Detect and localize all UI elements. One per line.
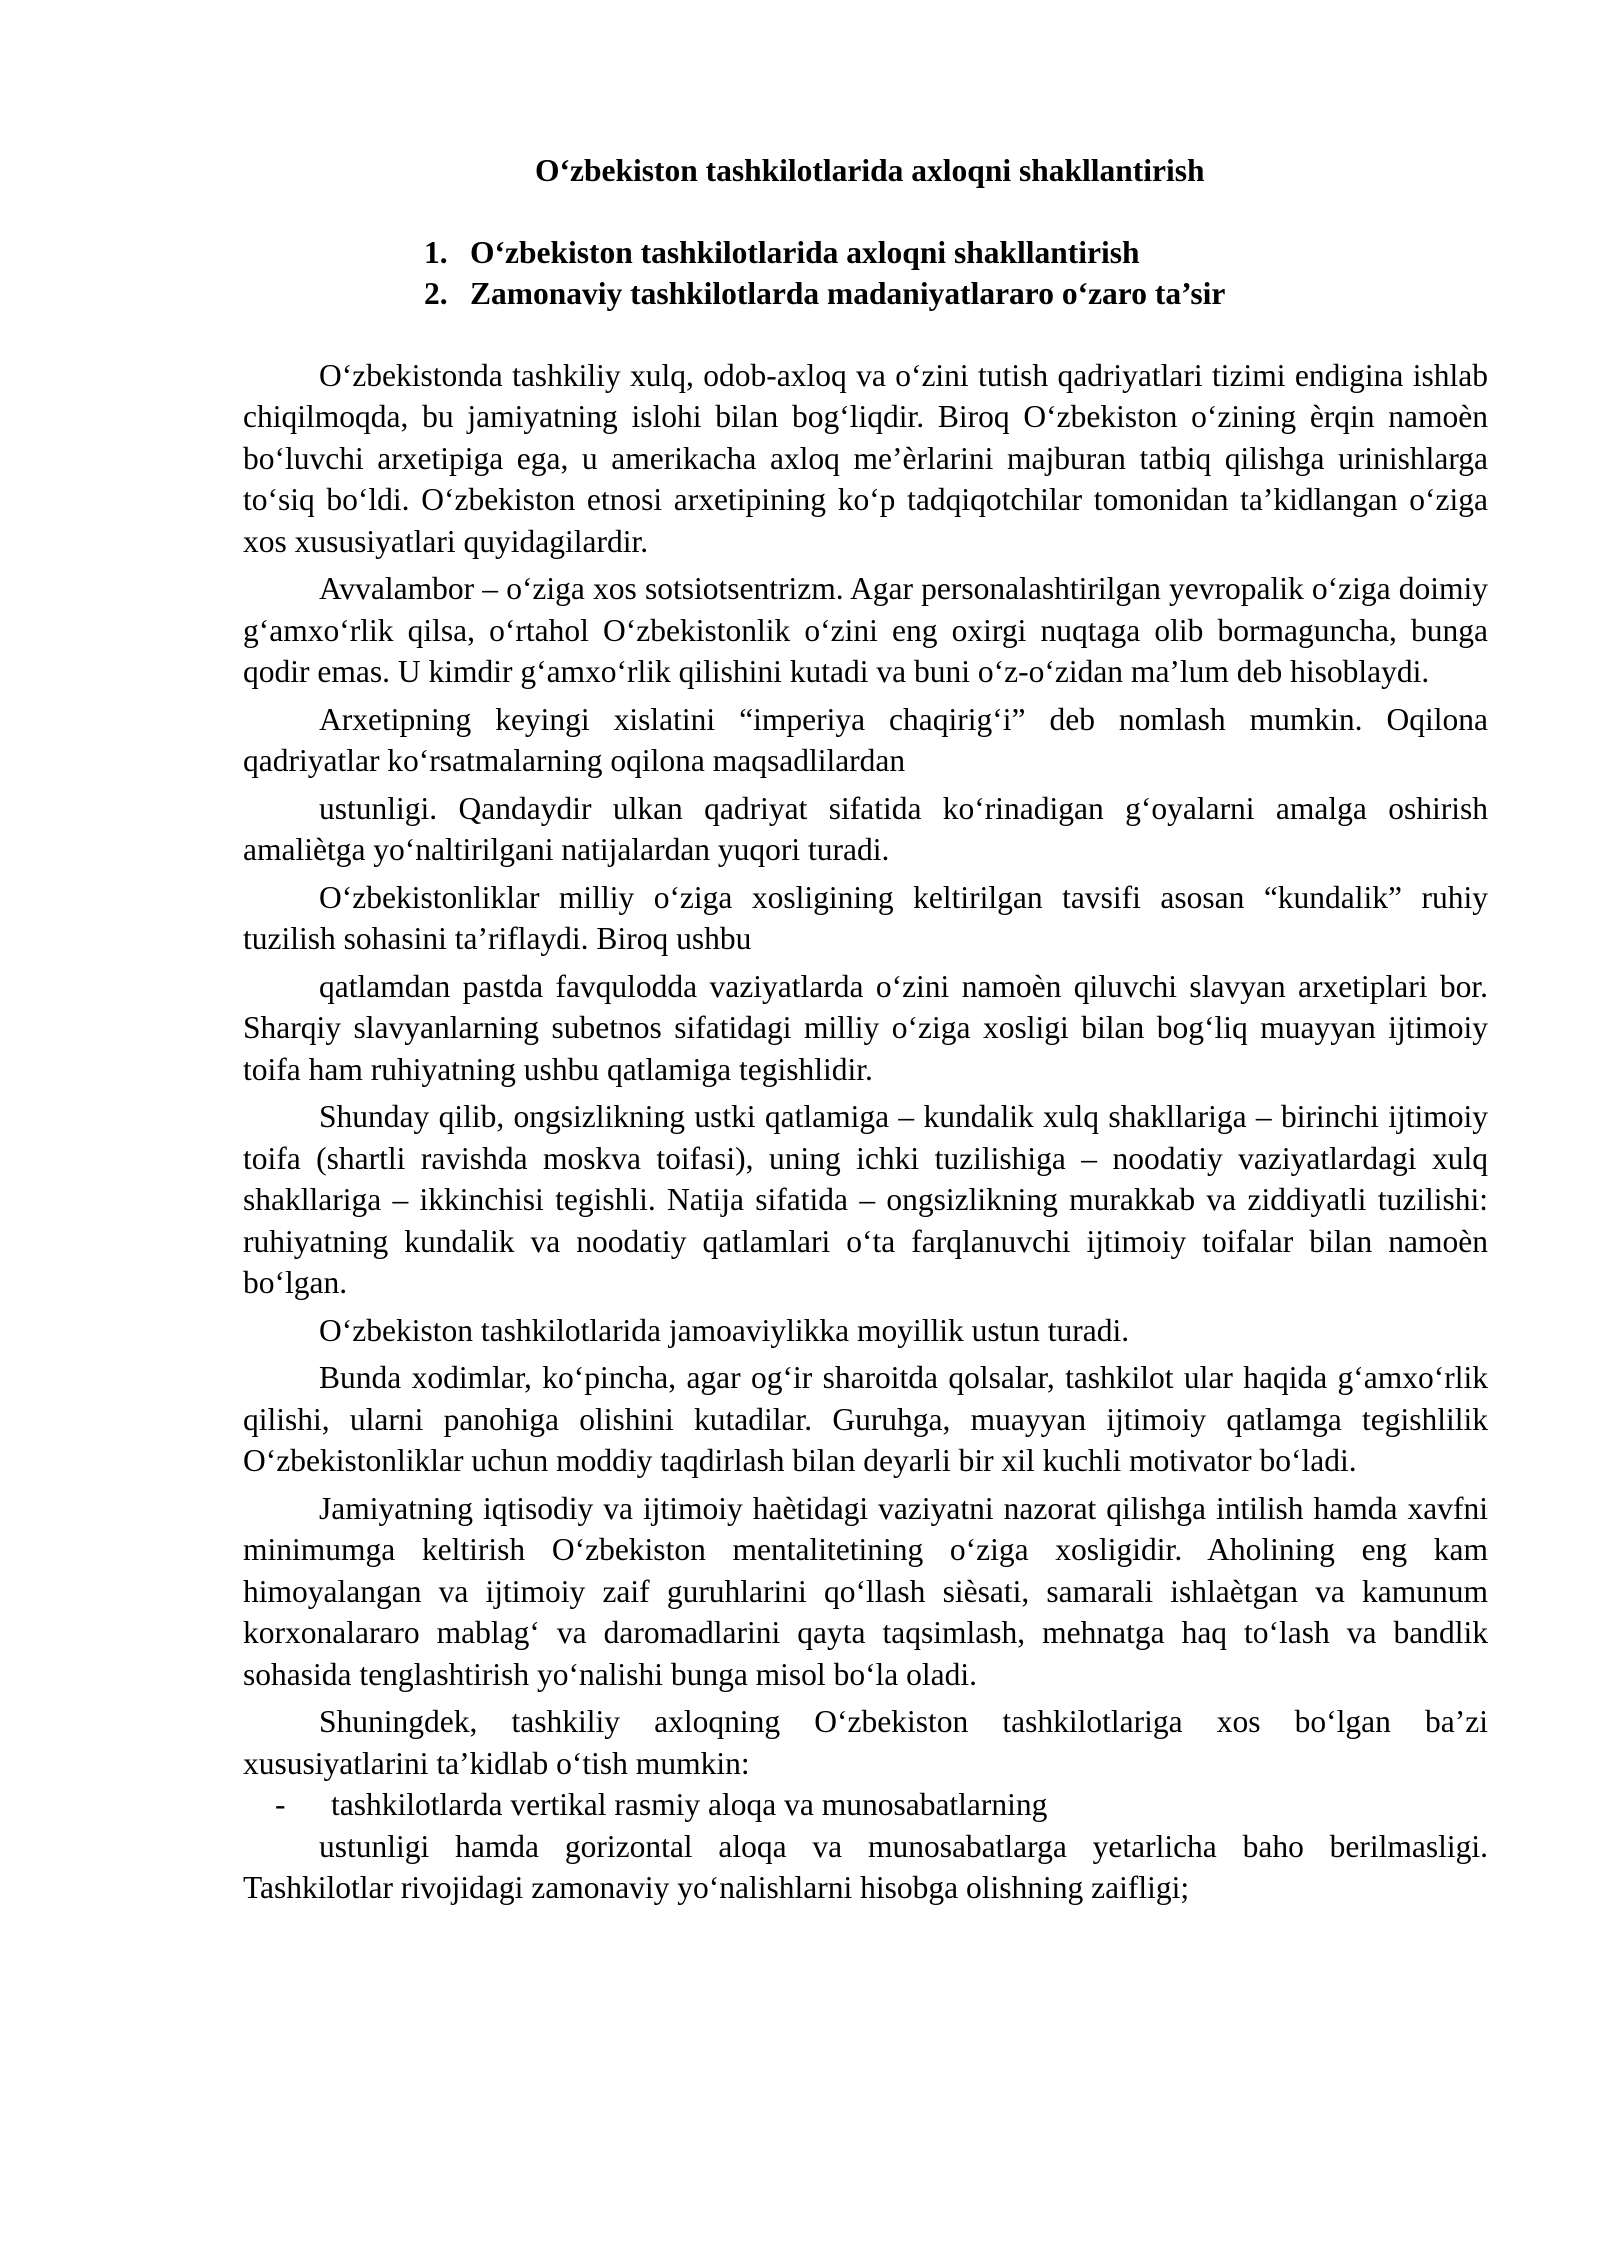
outline-number: 2.: [424, 276, 448, 311]
topic-outline: [243, 232, 1488, 315]
outline-text: Zamonaviy tashkilotlarda madaniyatlararo o‘zaro ta’sir: [470, 276, 1226, 311]
paragraph: O‘zbekistonliklar milliy o‘ziga xosligining keltirilgan tavsifi asosan “kundalik” ruhiy tuzilish sohasini ta’riflaydi. Biroq ushbu: [243, 879, 1488, 956]
paragraph: Shunday qilib, ongsizlikning ustki qatlamiga – kundalik xulq shakllariga – birinchi ijtimoiy toifa (shartli ravishda moskva toifasi), uning ichki tuzilishiga – noodatiy vaziyatlardagi xulq shakllariga – ikkinchisi tegishli. Natija sifatida – ongsizlikning murakkab va ziddiyatli tuzilishi: ruhiyatning kundalik va noodatiy qatlamlari o‘ta farqlanuvchi ijtimoiy toifalar bilan namoèn bo‘lgan.: [243, 1099, 1488, 1300]
bullet-marker: -: [275, 1787, 286, 1822]
paragraph: ustunligi. Qandaydir ulkan qadriyat sifatida ko‘rinadigan g‘oyalarni amalga oshirish amaliètga yo‘naltirilgani natijalardan yuqori turadi.: [243, 790, 1488, 867]
paragraph: O‘zbekiston tashkilotlarida jamoaviylikka moyillik ustun turadi.: [319, 1312, 1130, 1348]
bullet-text: tashkilotlarda vertikal rasmiy aloqa va munosabatlarning: [331, 1787, 1048, 1822]
outline-number: 1.: [424, 234, 448, 270]
paragraph: Avvalambor – o‘ziga xos sotsiotsentrizm. Agar personalashtirilgan yevropalik o‘ziga doimiy g‘amxo‘rlik qilsa, o‘rtahol O‘zbekistonlik o‘zini eng oxirgi nuqtaga olib bormaguncha, bunga qodir emas. U kimdir g‘amxo‘rlik qilishini kutadi va buni o‘z-o‘zidan ma’lum deb hisoblaydi.: [243, 571, 1488, 689]
paragraph: Arxetipning keyingi xislatini “imperiya chaqirig‘i” deb nomlash mumkin. Oqilona qadriyatlar ko‘rsatmalarning oqilona maqsadlilardan: [243, 701, 1488, 778]
paragraph: Shuningdek, tashkiliy axloqning O‘zbekiston tashkilotlariga xos bo‘lgan ba’zi xususiyatlarini ta’kidlab o‘tish mumkin:: [243, 1704, 1488, 1781]
closing-paragraph: ustunligi hamda gorizontal aloqa va munosabatlarga yetarlicha baho berilmasligi. Tashkilotlar rivojidagi zamonaviy yo‘nalishlarni hisobga olishning zaifligi;: [243, 1828, 1488, 1905]
document-title: O‘zbekiston tashkilotlarida axloqni shakllantirish: [535, 153, 1205, 188]
paragraph: Jamiyatning iqtisodiy va ijtimoiy haètidagi vaziyatni nazorat qilishga intilish hamda xavfni minimumga keltirish O‘zbekiston mentalitetining o‘ziga xosligidir. Aholining eng kam himoyalangan va ijtimoiy zaif guruhlarini qo‘llash sièsati, samarali ishlaètgan va kamunum korxonalararo mablag‘ va daromadlarini qayta taqsimlash, mehnatga haq to‘lash va bandlik sohasida tenglashtirish yo‘nalishi bunga misol bo‘la oladi.: [243, 1490, 1488, 1692]
outline-item: [424, 273, 1488, 315]
paragraph: O‘zbekistonda tashkiliy xulq, odob-axloq va o‘zini tutish qadriyatlari tizimi endigina ishlab chiqilmoqda, bu jamiyatning islohi bilan bog‘liqdir. Biroq O‘zbekiston o‘zining èrqin namoèn bo‘luvchi arxetipiga ega, u amerikacha axloq me’èrlarini majburan tatbiq qilishga urinishlarga to‘siq bo‘ldi. O‘zbekiston etnosi arxetipining ko‘p tadqiqotchilar tomonidan ta’kidlangan o‘ziga xos xususiyatlari quyidagilardir.: [243, 357, 1488, 559]
outline-item: [424, 232, 1488, 274]
paragraph: Bunda xodimlar, ko‘pincha, agar og‘ir sharoitda qolsalar, tashkilot ular haqida g‘amxo‘rlik qilishi, ularni panohiga olishini kutadilar. Guruhga, muayyan ijtimoiy qatlamga tegishlilik O‘zbekistonliklar uchun moddiy taqdirlash bilan deyarli bir xil kuchli motivator bo‘ladi.: [243, 1360, 1488, 1478]
outline-text: O‘zbekiston tashkilotlarida axloqni shakllantirish: [470, 234, 1140, 270]
paragraph: qatlamdan pastda favqulodda vaziyatlarda o‘zini namoèn qiluvchi slavyan arxetiplari bor. Sharqiy slavyanlarning subetnos sifatidagi milliy o‘ziga xosligi bilan bog‘liq muayyan ijtimoiy toifa ham ruhiyatning ushbu qatlamiga tegishlidir.: [243, 968, 1488, 1087]
bullet-item: [245, 1784, 1488, 1826]
